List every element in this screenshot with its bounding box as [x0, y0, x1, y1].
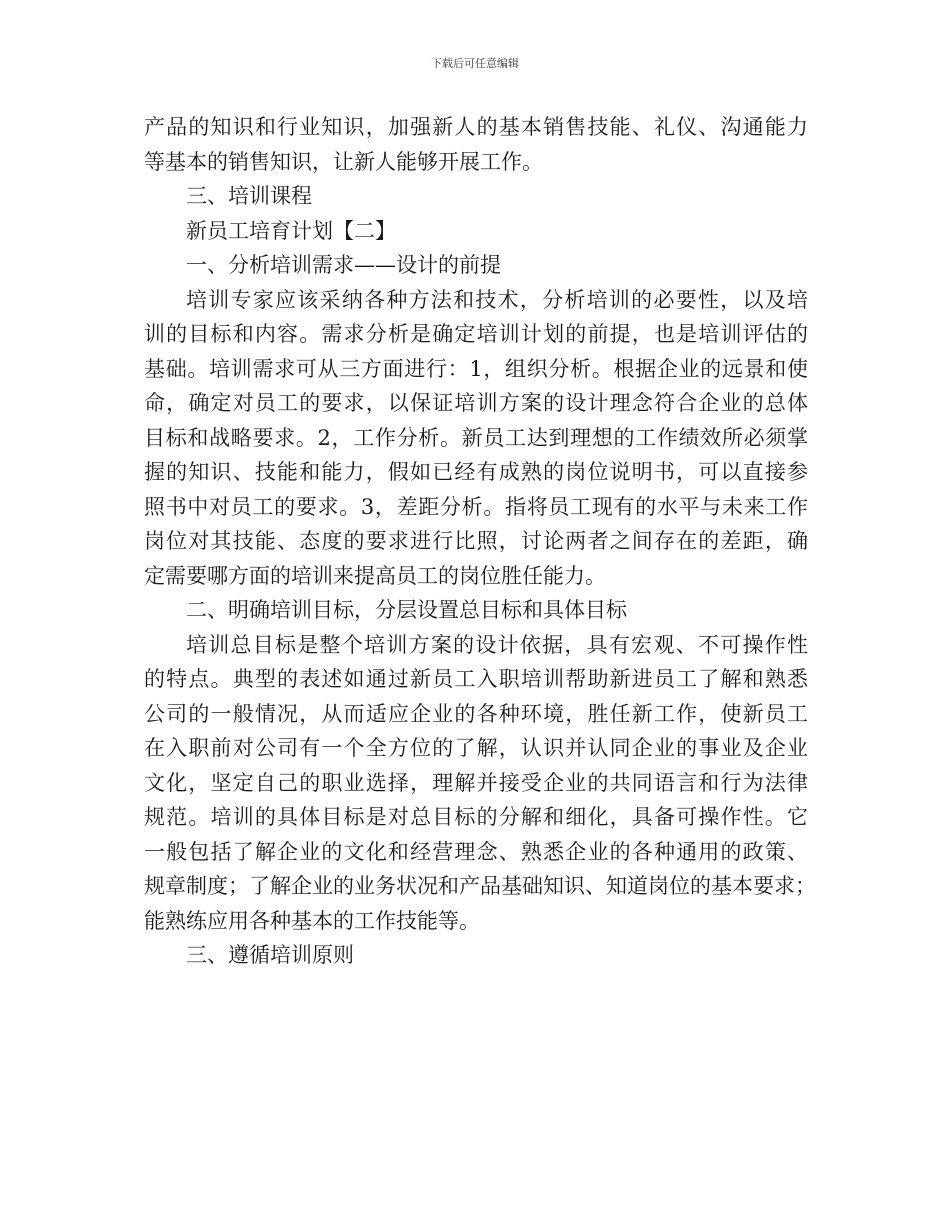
text-line: 定需要哪方面的培训来提高员工的岗位胜任能力。 [144, 563, 606, 588]
text-line: 照书中对员工的要求。3，差距分析。指将员工现有的水平与未来工作 [144, 494, 808, 519]
text-line: 目标和战略要求。2，工作分析。新员工达到理想的工作绩效所必须掌 [144, 425, 808, 450]
text-line: 规范。培训的具体目标是对总目标的分解和细化，具备可操作性。它 [144, 805, 808, 829]
text-line: 能熟练应用各种基本的工作技能等。 [144, 908, 480, 933]
text-line: 培训总目标是整个培训方案的设计依据，具有宏观、不可操作性 [186, 632, 808, 657]
document-body [144, 110, 816, 973]
text-line: 培训专家应该采纳各种方法和技术，分析培训的必要性，以及培 [186, 287, 808, 312]
text-line: 文化，坚定自己的职业选择，理解并接受企业的共同语言和行为法律 [144, 770, 808, 795]
text-line: 训的目标和内容。需求分析是确定培训计划的前提，也是培训评估的 [144, 322, 808, 346]
text-line: 等基本的销售知识，让新人能够开展工作。 [144, 149, 543, 174]
text-line: 一般包括了解企业的文化和经营理念、熟悉企业的各种通用的政策、 [144, 839, 808, 864]
text-line: 握的知识、技能和能力，假如已经有成熟的岗位说明书，可以直接参 [144, 460, 808, 484]
text-line: 在入职前对公司有一个全方位的了解，认识并认同企业的事业及企业 [144, 736, 808, 760]
text-line: 产品的知识和行业知识，加强新人的基本销售技能、礼仪、沟通能力 [144, 115, 808, 139]
text-line: 的特点。典型的表述如通过新员工入职培训帮助新进员工了解和熟悉 [144, 667, 808, 691]
text-line: 规章制度；了解企业的业务状况和产品基础知识、知道岗位的基本要求； [144, 874, 816, 898]
text-line: 新员工培育计划【二】 [186, 218, 396, 243]
text-line: 三、培训课程 [186, 184, 312, 208]
text-line: 命，确定对员工的要求，以保证培训方案的设计理念符合企业的总体 [144, 391, 808, 415]
text-line: 公司的一般情况，从而适应企业的各种环境，胜任新工作，使新员工 [144, 701, 808, 726]
page-header: 下载后可任意编辑 [431, 57, 519, 70]
text-line: 基础。培训需求可从三方面进行：1，组织分析。根据企业的远景和使 [144, 356, 808, 381]
text-line: 岗位对其技能、态度的要求进行比照，讨论两者之间存在的差距，确 [144, 529, 808, 553]
text-line: 三、遵循培训原则 [186, 943, 354, 967]
text-line: 二、明确培训目标，分层设置总目标和具体目标 [186, 598, 627, 622]
text-line: 一、分析培训需求——设计的前提 [186, 253, 501, 277]
